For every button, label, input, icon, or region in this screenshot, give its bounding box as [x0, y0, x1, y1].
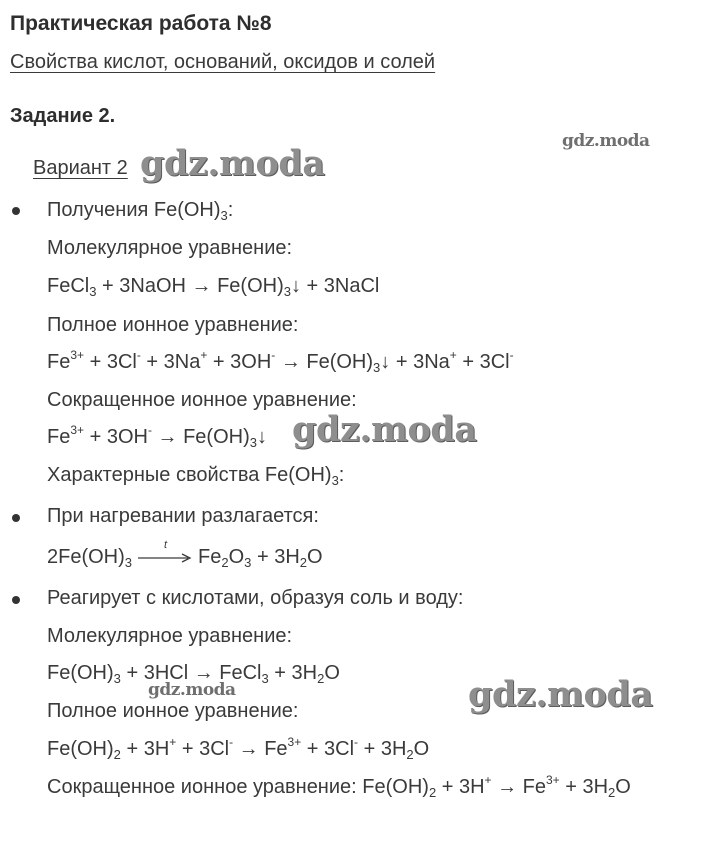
watermark-lower-big: gdz.moda — [468, 674, 653, 715]
section2-title: При нагревании разлагается: — [47, 505, 319, 527]
watermark-top-right: gdz.moda — [562, 131, 650, 151]
page-title: Практическая работа №8 — [10, 12, 272, 35]
section3-molecular-label: Молекулярное уравнение: — [47, 625, 293, 647]
section3-short-ionic-equation: Сокращенное ионное уравнение: $Fe(OH)_2 + 3H^+ \to Fe^{3+} + 3H_2O$ — [47, 773, 631, 800]
section2-decomposition-equation: $2Fe(OH)_3$ t $Fe_2O_3 + 3H_2O$ — [47, 538, 323, 570]
bullet-3 — [12, 596, 20, 604]
variant-label: Вариант 2 — [33, 157, 128, 179]
section3-full-ionic-equation: $Fe(OH)_2 + 3H^+ + 3Cl^- \to Fe^{3+} + 3Cl^- + 3H_2O$ — [47, 735, 430, 762]
task-heading: Задание 2. — [10, 105, 116, 127]
bullet-1 — [12, 207, 20, 215]
watermark-lower-small: gdz.moda — [148, 680, 236, 700]
section1-short-ionic-label: Сокращенное ионное уравнение: — [47, 389, 357, 411]
section1-full-ionic-label: Полное ионное уравнение: — [47, 314, 299, 336]
section1-properties-heading: Характерные свойства $Fe(OH)_3$: — [47, 464, 345, 488]
section3-molecular-equation: $Fe(OH)_3 + 3HCl$ → FeCl$_3$ + $3H_2O$ — [47, 662, 340, 686]
watermark-middle: gdz.moda — [292, 409, 477, 450]
section1-full-ionic-equation: $Fe^{3+} + 3Cl^- + 3Na^+ + 3OH^-$ → $Fe(OH)_3↓ + 3Na^+ + 3Cl^-$ — [47, 348, 514, 375]
section1-short-ionic-equation: $Fe^{3+} + 3OH^-$ → $Fe(OH)_3↓$ — [47, 423, 267, 450]
section1-title: Получения $Fe(OH)_3$: — [47, 199, 234, 223]
section1-molecular-label: Молекулярное уравнение: — [47, 237, 293, 259]
section3-full-ionic-label: Полное ионное уравнение: — [47, 700, 299, 722]
section1-molecular-equation: FeCl$_3$ + 3NaOH → $Fe(OH)_3↓$ + 3NaCl — [47, 275, 380, 299]
section3-title: Реагирует с кислотами, образуя соль и воду: — [47, 587, 464, 609]
work-topic: Свойства кислот, оснований, оксидов и солей — [10, 51, 436, 73]
watermark-variant: gdz.moda — [140, 143, 325, 184]
bullet-2 — [12, 514, 20, 522]
heating-arrow-icon: t — [136, 551, 194, 565]
